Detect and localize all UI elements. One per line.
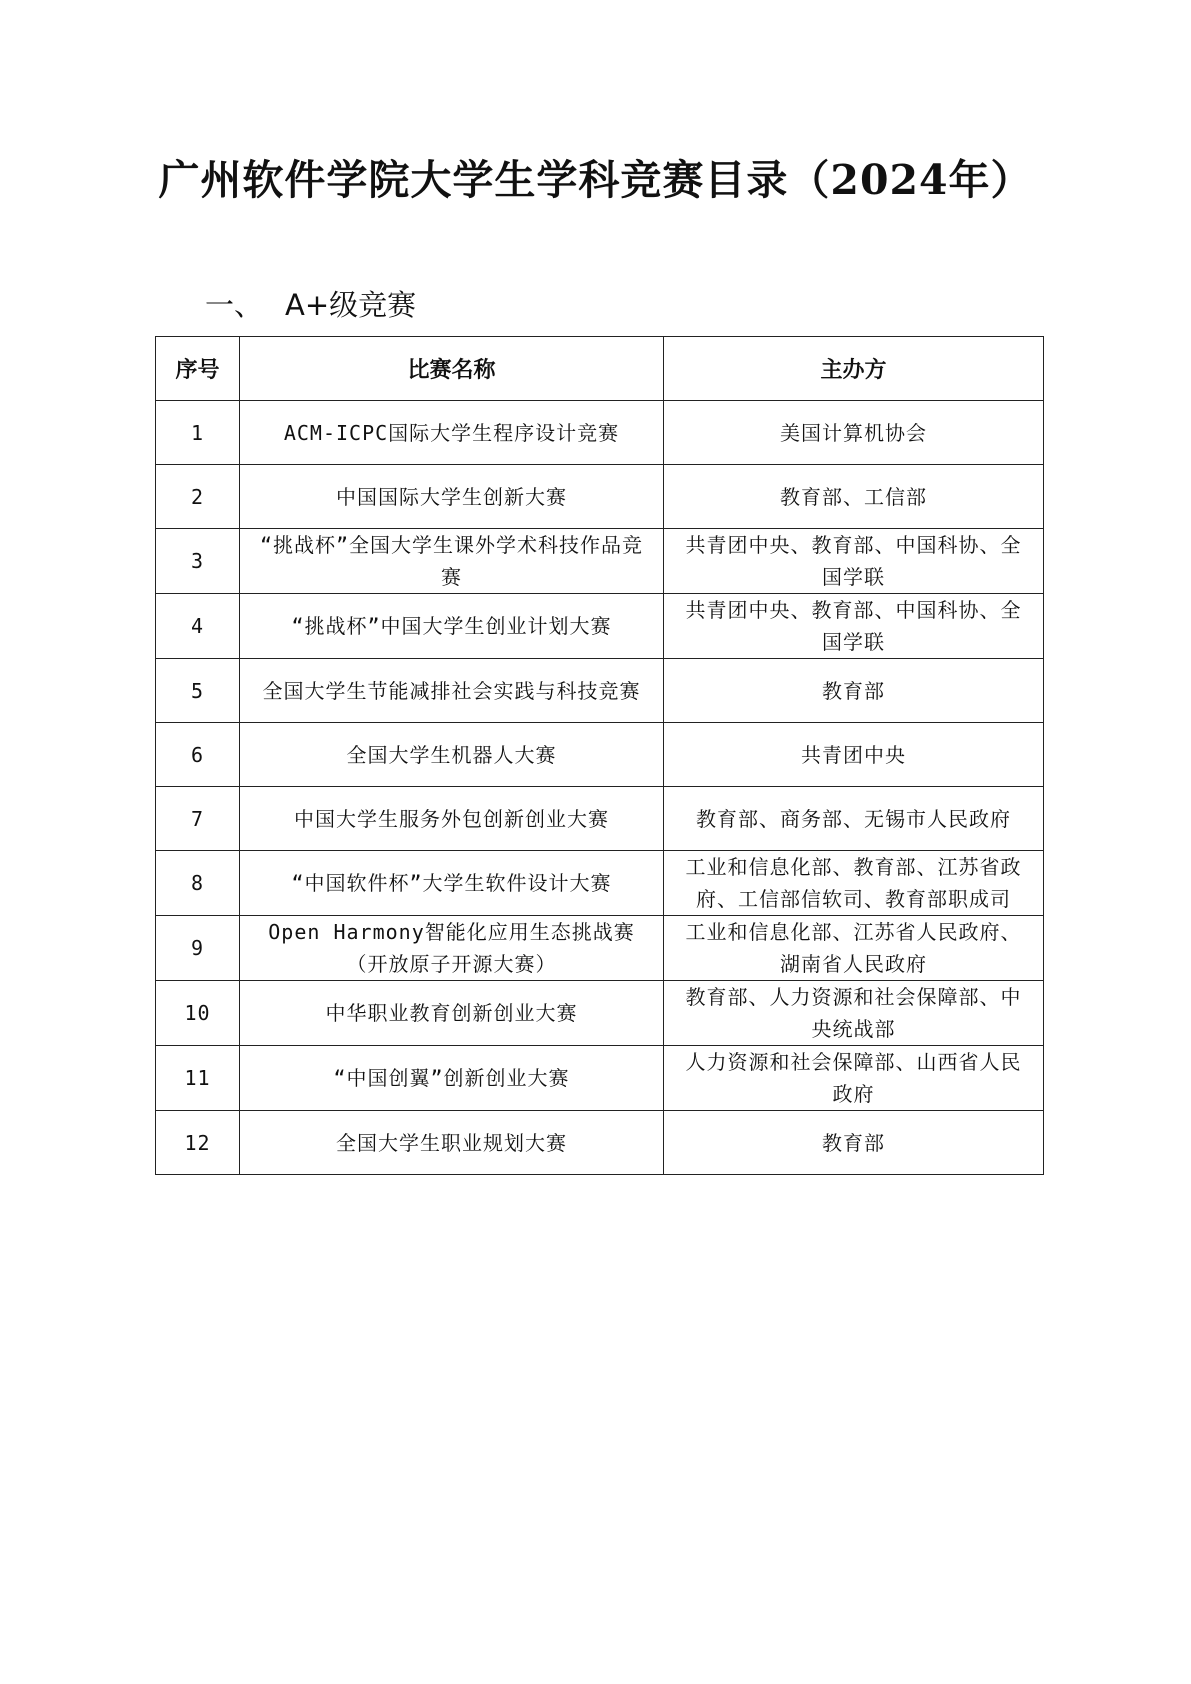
row-competition-name: 全国大学生机器人大赛 (240, 723, 664, 787)
row-index: 9 (156, 916, 240, 981)
row-competition-name: 全国大学生职业规划大赛 (240, 1111, 664, 1175)
table-row (156, 981, 1044, 1046)
row-organizer: 教育部 (664, 1111, 1044, 1175)
row-competition-name: 中华职业教育创新创业大赛 (240, 981, 664, 1046)
row-index: 11 (156, 1046, 240, 1111)
row-organizer: 教育部、工信部 (664, 465, 1044, 529)
row-index: 2 (156, 465, 240, 529)
row-organizer: 工业和信息化部、教育部、江苏省政府、工信部信软司、教育部职成司 (664, 851, 1044, 916)
row-competition-name: ACM-ICPC国际大学生程序设计竞赛 (240, 401, 664, 465)
row-index: 1 (156, 401, 240, 465)
section-heading (205, 285, 416, 325)
table-header-row (156, 337, 1044, 401)
row-index: 4 (156, 594, 240, 659)
row-competition-name: 中国大学生服务外包创新创业大赛 (240, 787, 664, 851)
header-index: 序号 (156, 337, 240, 401)
row-competition-name: 中国国际大学生创新大赛 (240, 465, 664, 529)
row-organizer: 美国计算机协会 (664, 401, 1044, 465)
competition-table (155, 336, 1044, 1175)
table-row (156, 916, 1044, 981)
row-organizer: 教育部、人力资源和社会保障部、中央统战部 (664, 981, 1044, 1046)
row-organizer: 人力资源和社会保障部、山西省人民政府 (664, 1046, 1044, 1111)
table-row (156, 659, 1044, 723)
row-index: 12 (156, 1111, 240, 1175)
row-competition-name: “挑战杯”全国大学生课外学术科技作品竞赛 (240, 529, 664, 594)
row-competition-name: 全国大学生节能减排社会实践与科技竞赛 (240, 659, 664, 723)
table-row (156, 851, 1044, 916)
table-row (156, 1046, 1044, 1111)
row-index: 10 (156, 981, 240, 1046)
table-row (156, 594, 1044, 659)
row-organizer: 教育部 (664, 659, 1044, 723)
row-organizer: 共青团中央、教育部、中国科协、全国学联 (664, 529, 1044, 594)
document-title: 广州软件学院大学生学科竞赛目录（2024年） (158, 156, 1033, 204)
row-organizer: 教育部、商务部、无锡市人民政府 (664, 787, 1044, 851)
section-number: 一、 (205, 288, 264, 322)
row-organizer: 工业和信息化部、江苏省人民政府、湖南省人民政府 (664, 916, 1044, 981)
table-row (156, 723, 1044, 787)
row-index: 7 (156, 787, 240, 851)
row-organizer: 共青团中央、教育部、中国科协、全国学联 (664, 594, 1044, 659)
header-organizer: 主办方 (664, 337, 1044, 401)
row-organizer: 共青团中央 (664, 723, 1044, 787)
row-index: 5 (156, 659, 240, 723)
table-row (156, 401, 1044, 465)
row-index: 3 (156, 529, 240, 594)
table-body (156, 401, 1044, 1175)
row-competition-name: “中国软件杯”大学生软件设计大赛 (240, 851, 664, 916)
table-row (156, 787, 1044, 851)
table-row (156, 465, 1044, 529)
row-competition-name: “挑战杯”中国大学生创业计划大赛 (240, 594, 664, 659)
row-competition-name: “中国创翼”创新创业大赛 (240, 1046, 664, 1111)
table-row (156, 529, 1044, 594)
table-row (156, 1111, 1044, 1175)
header-competition-name: 比赛名称 (240, 337, 664, 401)
row-competition-name: Open Harmony智能化应用生态挑战赛（开放原子开源大赛） (240, 916, 664, 981)
row-index: 6 (156, 723, 240, 787)
row-index: 8 (156, 851, 240, 916)
section-title: A+级竞赛 (285, 288, 417, 322)
